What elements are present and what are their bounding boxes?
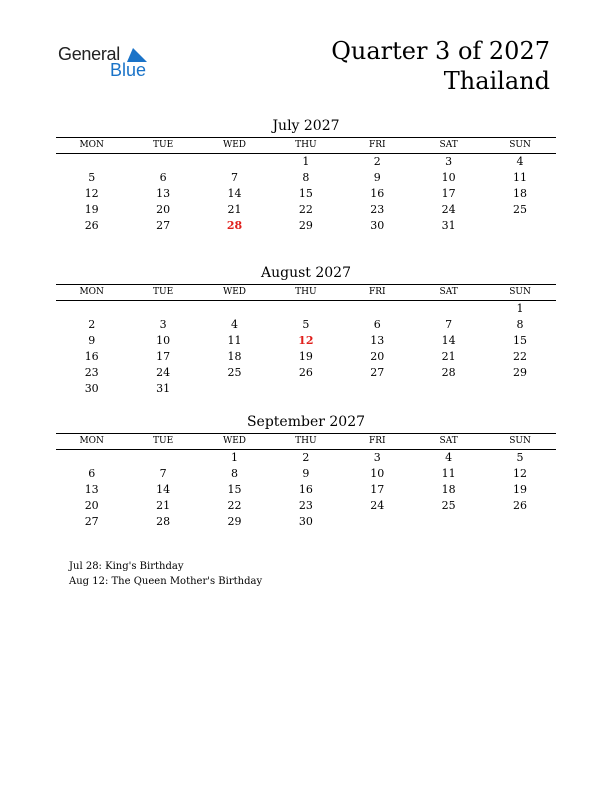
week-row <box>56 450 556 466</box>
day-cell: 7 <box>230 171 238 184</box>
day-cell: 1 <box>302 155 310 168</box>
title-country: Thailand <box>443 67 550 95</box>
day-cell: 24 <box>370 499 385 512</box>
day-cell: 7 <box>445 318 453 331</box>
day-cell: 23 <box>84 366 99 379</box>
day-cell: 2 <box>302 451 310 464</box>
day-cell: 14 <box>156 483 171 496</box>
day-cell: 25 <box>227 366 242 379</box>
day-cell: 24 <box>441 203 456 216</box>
day-cell: 10 <box>156 334 171 347</box>
day-cell: 22 <box>298 203 313 216</box>
day-cell: 3 <box>373 451 381 464</box>
title-quarter: Quarter 3 of 2027 <box>331 37 550 65</box>
day-cell: 9 <box>302 467 310 480</box>
weekday-label: WED <box>222 436 246 446</box>
weekday-label: SAT <box>439 287 458 297</box>
day-cell: 20 <box>156 203 171 216</box>
week-row <box>56 333 556 349</box>
day-cell: 8 <box>230 467 238 480</box>
empty-day-cell <box>342 301 413 317</box>
logo-text-blue: Blue <box>110 60 147 80</box>
empty-day-cell <box>413 514 484 530</box>
weekday-label: MON <box>79 287 104 297</box>
day-cell: 17 <box>370 483 385 496</box>
day-cell: 19 <box>513 483 528 496</box>
week-row <box>56 170 556 186</box>
empty-day-cell <box>413 301 484 317</box>
empty-day-cell <box>484 218 555 234</box>
weekday-label: WED <box>222 140 246 150</box>
page-title <box>331 36 550 96</box>
day-cell: 4 <box>516 155 524 168</box>
weekday-label: SAT <box>439 436 458 446</box>
day-cell: 26 <box>298 366 313 379</box>
day-cell: 18 <box>513 187 528 200</box>
week-row <box>56 202 556 218</box>
day-cell: 29 <box>227 515 242 528</box>
week-row <box>56 186 556 202</box>
day-cell: 22 <box>513 350 528 363</box>
empty-day-cell <box>56 301 127 317</box>
empty-day-cell <box>484 514 555 530</box>
weekday-label: SAT <box>439 140 458 150</box>
day-cell: 26 <box>84 219 99 232</box>
day-cell: 16 <box>84 350 99 363</box>
day-cell: 31 <box>156 382 171 395</box>
day-cell: 8 <box>516 318 524 331</box>
day-cell: 19 <box>84 203 99 216</box>
empty-day-cell <box>127 301 198 317</box>
day-cell: 19 <box>298 350 313 363</box>
empty-day-cell <box>413 381 484 397</box>
day-cell: 3 <box>445 155 453 168</box>
day-cell: 14 <box>441 334 456 347</box>
day-cell: 4 <box>230 318 238 331</box>
day-cell: 8 <box>302 171 310 184</box>
empty-day-cell <box>270 381 341 397</box>
weekday-label: MON <box>79 436 104 446</box>
empty-day-cell <box>199 301 270 317</box>
day-cell: 2 <box>88 318 96 331</box>
weekday-label: THU <box>295 140 317 150</box>
day-cell: 10 <box>441 171 456 184</box>
day-cell: 1 <box>516 302 524 315</box>
day-cell: 7 <box>159 467 167 480</box>
day-cell: 28 <box>441 366 456 379</box>
month-calendar <box>56 264 556 397</box>
day-cell: 18 <box>227 350 242 363</box>
day-cell: 11 <box>513 171 528 184</box>
day-cell: 5 <box>302 318 310 331</box>
weekday-header <box>56 284 556 301</box>
empty-day-cell <box>484 381 555 397</box>
day-cell: 30 <box>84 382 99 395</box>
day-cell: 2 <box>373 155 381 168</box>
empty-day-cell <box>199 154 270 170</box>
day-cell: 17 <box>441 187 456 200</box>
holiday-note: Jul 28: King's Birthday <box>69 561 184 572</box>
day-cell: 27 <box>84 515 99 528</box>
logo <box>58 42 158 82</box>
day-cell: 21 <box>156 499 171 512</box>
day-cell: 6 <box>373 318 381 331</box>
week-row <box>56 514 556 530</box>
day-cell: 30 <box>370 219 385 232</box>
day-cell: 5 <box>516 451 524 464</box>
week-row <box>56 482 556 498</box>
day-cell: 11 <box>441 467 456 480</box>
weekday-label: FRI <box>368 436 386 446</box>
day-cell: 5 <box>88 171 96 184</box>
weekday-label: TUE <box>153 287 174 297</box>
weeks <box>56 301 556 397</box>
empty-day-cell <box>199 381 270 397</box>
day-cell: 27 <box>156 219 171 232</box>
day-cell: 20 <box>370 350 385 363</box>
day-cell: 21 <box>227 203 242 216</box>
day-cell: 13 <box>84 483 99 496</box>
holiday-day-cell: 12 <box>298 334 314 347</box>
day-cell: 6 <box>88 467 96 480</box>
day-cell: 15 <box>513 334 528 347</box>
week-row <box>56 301 556 317</box>
week-row <box>56 365 556 381</box>
logo-text-general: General <box>58 44 120 64</box>
weekday-label: WED <box>222 287 246 297</box>
day-cell: 6 <box>159 171 167 184</box>
day-cell: 15 <box>227 483 242 496</box>
empty-day-cell <box>342 514 413 530</box>
month-calendar <box>56 413 556 530</box>
day-cell: 15 <box>298 187 313 200</box>
weekday-label: MON <box>79 140 104 150</box>
day-cell: 10 <box>370 467 385 480</box>
day-cell: 11 <box>227 334 242 347</box>
weeks <box>56 154 556 234</box>
day-cell: 3 <box>159 318 167 331</box>
week-row <box>56 349 556 365</box>
day-cell: 18 <box>441 483 456 496</box>
weeks <box>56 450 556 530</box>
weekday-label: THU <box>295 287 317 297</box>
week-row <box>56 466 556 482</box>
empty-day-cell <box>56 450 127 466</box>
month-title: August 2027 <box>261 265 351 281</box>
month-title: September 2027 <box>246 414 366 430</box>
day-cell: 14 <box>227 187 242 200</box>
weekday-label: FRI <box>368 140 386 150</box>
day-cell: 20 <box>84 499 99 512</box>
empty-day-cell <box>342 381 413 397</box>
day-cell: 25 <box>441 499 456 512</box>
day-cell: 24 <box>156 366 171 379</box>
weekday-label: FRI <box>368 287 386 297</box>
day-cell: 30 <box>298 515 313 528</box>
day-cell: 25 <box>513 203 528 216</box>
day-cell: 22 <box>227 499 242 512</box>
day-cell: 12 <box>84 187 99 200</box>
day-cell: 21 <box>441 350 456 363</box>
week-row <box>56 154 556 170</box>
day-cell: 26 <box>513 499 528 512</box>
weekday-label: TUE <box>153 140 174 150</box>
day-cell: 23 <box>370 203 385 216</box>
holiday-day-cell: 28 <box>226 219 243 232</box>
weekday-label: TUE <box>153 436 174 446</box>
empty-day-cell <box>56 154 127 170</box>
day-cell: 29 <box>513 366 528 379</box>
holiday-note: Aug 12: The Queen Mother's Birthday <box>69 576 263 587</box>
day-cell: 4 <box>445 451 453 464</box>
day-cell: 1 <box>230 451 238 464</box>
empty-day-cell <box>127 154 198 170</box>
day-cell: 13 <box>156 187 171 200</box>
weekday-header <box>56 137 556 154</box>
day-cell: 16 <box>370 187 385 200</box>
day-cell: 17 <box>156 350 171 363</box>
week-row <box>56 317 556 333</box>
day-cell: 29 <box>298 219 313 232</box>
weekday-label: SUN <box>509 140 531 150</box>
day-cell: 16 <box>298 483 313 496</box>
month-calendar <box>56 117 556 234</box>
day-cell: 28 <box>156 515 171 528</box>
weekday-label: SUN <box>509 287 531 297</box>
week-row <box>56 218 556 234</box>
week-row <box>56 381 556 397</box>
weekday-label: SUN <box>509 436 531 446</box>
day-cell: 23 <box>298 499 313 512</box>
empty-day-cell <box>127 450 198 466</box>
empty-day-cell <box>270 301 341 317</box>
week-row <box>56 498 556 514</box>
day-cell: 9 <box>373 171 381 184</box>
weekday-header <box>56 433 556 450</box>
day-cell: 12 <box>513 467 528 480</box>
day-cell: 9 <box>88 334 96 347</box>
day-cell: 13 <box>370 334 385 347</box>
day-cell: 31 <box>441 219 456 232</box>
holiday-notes <box>69 559 262 589</box>
month-title: July 2027 <box>272 118 340 134</box>
day-cell: 27 <box>370 366 385 379</box>
weekday-label: THU <box>295 436 317 446</box>
